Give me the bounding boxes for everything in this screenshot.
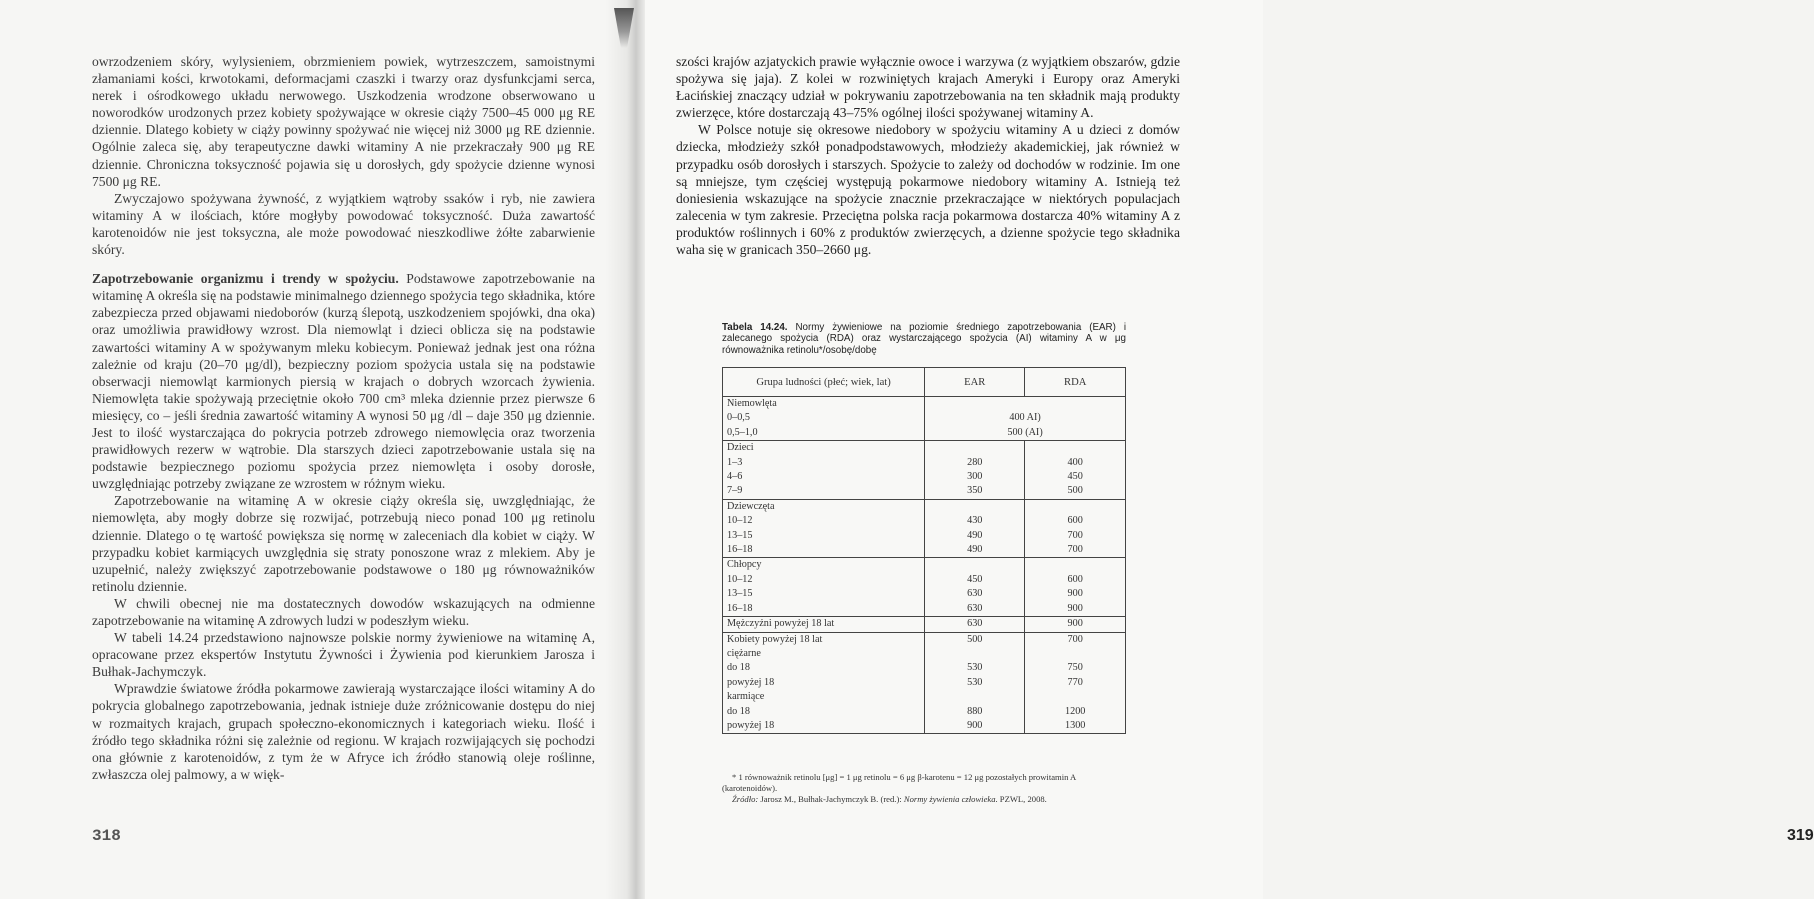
column-header-ear: EAR bbox=[925, 368, 1025, 397]
paragraph: Wprawdzie światowe źródła pokarmowe zawierają wystarczające ilości witaminy A do pokrycia globalnego zapotrzebowania, jednak istnieje duże zróżnicowanie dostępu do niej w rozmaitych krajach, grupach społeczno-ekonomicznych i kategoriach wieku. Ilość i źródło tego składnika różni się zależnie od regionu. W krajach rozwijających się pochodzi ona głównie z karotenoidów, z tym że w Afryce ich źródło stanowią oleje roślinne, zwłaszcza olej palmowy, a w więk- bbox=[92, 681, 595, 782]
page-number-left: 318 bbox=[92, 827, 121, 845]
table-row bbox=[723, 587, 1126, 601]
table-footnotes bbox=[722, 772, 1128, 805]
paragraph: szości krajów azjatyckich prawie wyłącznie owoce i warzywa (z wyjątkiem obszarów, gdzie spożywa się jaja). Z kolei w rozwiniętych krajach Ameryki i Europy oraz Ameryki Łacińskiej znaczący udział w pokrywaniu zapotrzebowania na ten składnik mają produkty zwierzęce, które dostarczają 43–75% ogólnej ilości spożywanej witaminy A. bbox=[676, 54, 1180, 121]
ear-value: 350 bbox=[925, 484, 1025, 499]
rda-value: 600 bbox=[1025, 573, 1126, 587]
left-text-column bbox=[92, 53, 595, 783]
paragraph: Zwyczajowo spożywana żywność, z wyjątkiem wątroby ssaków i ryb, nie zawiera witaminy A w ilościach, które mogłyby powodować toksyczność. Duża zawartość karotenoidów nie jest toksyczna, ale może powodować nieszkodliwe żółte zabarwienie skóry. bbox=[92, 190, 595, 258]
subgroup-label: karmiące bbox=[723, 690, 925, 704]
ear-value: 450 bbox=[925, 573, 1025, 587]
ear-value: 300 bbox=[925, 470, 1025, 484]
rda-value: 750 bbox=[1025, 661, 1126, 675]
group-label: Mężczyźni powyżej 18 lat bbox=[723, 617, 925, 632]
paragraph bbox=[92, 270, 595, 492]
table-row bbox=[723, 441, 1126, 456]
ear-value: 280 bbox=[925, 456, 1025, 470]
row-label: 0,5–1,0 bbox=[723, 426, 925, 441]
table-row bbox=[723, 470, 1126, 484]
table-row bbox=[723, 705, 1126, 719]
table-row bbox=[723, 661, 1126, 675]
rda-value: 700 bbox=[1025, 632, 1126, 647]
group-label: Dzieci bbox=[723, 441, 925, 456]
table-row bbox=[723, 676, 1126, 690]
table-row bbox=[723, 514, 1126, 528]
table-footnote: * 1 równoważnik retinolu [μg] = 1 μg retinolu = 6 μg β-karotenu = 12 μg pozostałych prowitamin A (karotenoidów). bbox=[722, 772, 1076, 793]
section-title: Zapotrzebowanie organizmu i trendy w spożyciu. bbox=[92, 271, 399, 287]
rda-value: 900 bbox=[1025, 602, 1126, 617]
left-page bbox=[0, 0, 636, 899]
table-row bbox=[723, 529, 1126, 543]
ai-value: 500 (AI) bbox=[925, 426, 1126, 441]
paragraph-text: Podstawowe zapotrzebowanie na witaminę A określa się na podstawie minimalnego dziennego spożycia tego składnika, które zabezpiecza przed objawami niedoborów (kurzą ślepotą, uszkodzeniem spojówki, dna oka) oraz umożliwia prawidłowy wzrost. Dla niemowląt i dzieci oblicza się na podstawie zawartości witaminy A w spożywanym mleku kobiecym. Ponieważ jednak jest ona różna zależnie od kraju (20–70 μg/dl), bezpieczny poziom spożycia ustala się na podstawie obserwacji niemowląt karmionych piersią w krajach o dobrych wzorcach żywienia. Niemowlęta takie spożywają przeciętnie około 700 cm³ mleka dziennie przez pierwsze 6 miesięcy, co – jeśli średnia zawartość witaminy A wynosi 50 μg /dl – daje 350 μg dziennie. Jest to ilość wystarczająca do pokrycia potrzeb zdrowego niemowlęcia oraz tworzenia prawidłowych rezerw w wątrobie. Dla starszych dzieci zapotrzebowanie ustala się na podstawie bezpiecznego poziomu spożycia przez niemowlęta i osoby dorosłe, uwzględniając potrzeby związane ze wzrostem w różnym wieku. bbox=[92, 271, 595, 492]
row-label: 0–0,5 bbox=[723, 411, 925, 425]
row-label: 16–18 bbox=[723, 602, 925, 617]
ear-value: 630 bbox=[925, 587, 1025, 601]
row-label: 10–12 bbox=[723, 573, 925, 587]
ear-value: 630 bbox=[925, 602, 1025, 617]
rda-value: 770 bbox=[1025, 676, 1126, 690]
rda-value: 1200 bbox=[1025, 705, 1126, 719]
table-row bbox=[723, 617, 1126, 632]
table-row bbox=[723, 411, 1126, 425]
table-row bbox=[723, 543, 1126, 558]
rda-value: 600 bbox=[1025, 514, 1126, 528]
row-label: 16–18 bbox=[723, 543, 925, 558]
rda-value: 900 bbox=[1025, 587, 1126, 601]
ear-value: 430 bbox=[925, 514, 1025, 528]
table-row bbox=[723, 573, 1126, 587]
ear-value: 880 bbox=[925, 705, 1025, 719]
ai-value: 400 AI) bbox=[925, 411, 1126, 425]
paragraph: W chwili obecnej nie ma dostatecznych dowodów wskazujących na odmienne zapotrzebowanie na witaminę A zdrowych ludzi w podeszłym wieku. bbox=[92, 595, 595, 628]
rda-value: 900 bbox=[1025, 617, 1126, 632]
paragraph: W Polsce notuje się okresowe niedobory w spożyciu witaminy A u dzieci z domów dziecka, młodzieży szkół ponadpodstawowych, młodzieży akademickiej, jak również w przypadku osób dorosłych i starszych. Spożycie to zależy od dochodów w rodzinie. Im one są mniejsze, tym częściej występują pokarmowe niedobory witaminy A. Istnieją też doniesienia wskazujące na spożycie znacznie przekraczające w niektórych populacjach zalecenia w tym zakresie. Przeciętna polska racja pokarmowa dostarcza 40% witaminy A z produktów roślinnych i 60% z produktów zwierzęcych, a dzienne spożycie tego składnika waha się w granicach 350–2660 μg. bbox=[676, 122, 1180, 258]
group-label: Niemowlęta bbox=[723, 397, 925, 412]
column-header-group: Grupa ludności (płeć; wiek, lat) bbox=[723, 368, 925, 397]
ear-value: 500 bbox=[925, 632, 1025, 647]
row-label: 13–15 bbox=[723, 529, 925, 543]
table-caption bbox=[722, 322, 1126, 356]
table-row bbox=[723, 647, 1126, 661]
table-row bbox=[723, 426, 1126, 441]
table-source bbox=[722, 794, 1128, 805]
rda-value: 450 bbox=[1025, 470, 1126, 484]
row-label: 4–6 bbox=[723, 470, 925, 484]
source-title: Normy żywienia człowieka bbox=[903, 794, 996, 804]
table-row bbox=[723, 719, 1126, 734]
table-row bbox=[723, 602, 1126, 617]
vitamin-a-norms-table bbox=[722, 367, 1126, 734]
ear-value: 490 bbox=[925, 543, 1025, 558]
row-label: powyżej 18 bbox=[723, 676, 925, 690]
table-header-row bbox=[723, 368, 1126, 397]
rda-value: 400 bbox=[1025, 456, 1126, 470]
row-label: 7–9 bbox=[723, 484, 925, 499]
subgroup-label: ciężarne bbox=[723, 647, 925, 661]
ear-value: 530 bbox=[925, 676, 1025, 690]
rda-value: 700 bbox=[1025, 529, 1126, 543]
row-label: 1–3 bbox=[723, 456, 925, 470]
rda-value: 700 bbox=[1025, 543, 1126, 558]
book-spine-shadow bbox=[605, 0, 645, 899]
source-text: Jarosz M., Bułhak-Jachymczyk B. (red.): bbox=[758, 794, 904, 804]
column-header-rda: RDA bbox=[1025, 368, 1126, 397]
source-end: . PZWL, 2008. bbox=[995, 794, 1047, 804]
table-row bbox=[723, 632, 1126, 647]
row-label: 13–15 bbox=[723, 587, 925, 601]
group-label: Chłopcy bbox=[723, 558, 925, 573]
ear-value: 900 bbox=[925, 719, 1025, 734]
table-row bbox=[723, 397, 1126, 412]
group-label: Kobiety powyżej 18 lat bbox=[723, 632, 925, 647]
right-text-column bbox=[676, 53, 1180, 258]
page-number-right: 319 bbox=[1787, 827, 1814, 844]
group-label: Dziewczęta bbox=[723, 499, 925, 514]
ear-value: 630 bbox=[925, 617, 1025, 632]
table-caption-text: Normy żywieniowe na poziomie średniego zapotrzebowania (EAR) i zalecanego spożycia (RDA) oraz wystarczającego spożycia (AI) witaminy A w μg równoważnika retinolu*/osobę/dobę bbox=[722, 322, 1126, 356]
rda-value: 1300 bbox=[1025, 719, 1126, 734]
paragraph: W tabeli 14.24 przedstawiono najnowsze polskie normy żywieniowe na witaminę A, opracowane przez ekspertów Instytutu Żywności i Żywienia pod kierunkiem Jarosza i Bułhak-Jachymczyk. bbox=[92, 630, 595, 680]
table-row bbox=[723, 558, 1126, 573]
rda-value: 500 bbox=[1025, 484, 1126, 499]
table-row bbox=[723, 456, 1126, 470]
table-row bbox=[723, 484, 1126, 499]
table-row bbox=[723, 499, 1126, 514]
table-row bbox=[723, 690, 1126, 704]
ear-value: 530 bbox=[925, 661, 1025, 675]
ear-value: 490 bbox=[925, 529, 1025, 543]
row-label: powyżej 18 bbox=[723, 719, 925, 734]
row-label: do 18 bbox=[723, 661, 925, 675]
row-label: 10–12 bbox=[723, 514, 925, 528]
row-label: do 18 bbox=[723, 705, 925, 719]
source-label: Źródło: bbox=[732, 794, 759, 804]
table-caption-label: Tabela 14.24. bbox=[722, 322, 788, 333]
paragraph: owrzodzeniem skóry, wylysieniem, obrzmieniem powiek, wytrzeszczem, samoistnymi złamaniami kości, krwotokami, deformacjami czaszki i twarzy oraz dysfunkcjami serca, nerek i ośrodkowego układu nerwowego. Uszkodzenia wrodzone obserwowano u noworodków urodzonych przez kobiety spożywające w okresie ciąży 7500–45 000 μg RE dziennie. Dlatego kobiety w ciąży powinny spożywać nie więcej niż 3000 μg RE dziennie. Ogólnie zaleca się, aby terapeutyczne dawki witaminy A nie przekraczały 900 μg RE dziennie. Chroniczna toksyczność pojawia się u dorosłych, gdy spożycie dzienne wynosi 7500 μg RE. bbox=[92, 54, 595, 189]
paragraph: Zapotrzebowanie na witaminę A w okresie ciąży określa się, uwzględniając, że niemowlęta, aby mogły dobrze się rozwijać, potrzebują nieco ponad 100 μg retinolu dziennie. Dlatego o tę wartość powiększa się normę w zaleceniach dla kobiet w ciąży. W przypadku kobiet karmiących uwzględnia się straty ponoszone wraz z mlekiem. Aby je uzupełnić, należy zwiększyć zapotrzebowanie podstawowe o 180 μg równoważników retinolu dziennie. bbox=[92, 493, 595, 594]
